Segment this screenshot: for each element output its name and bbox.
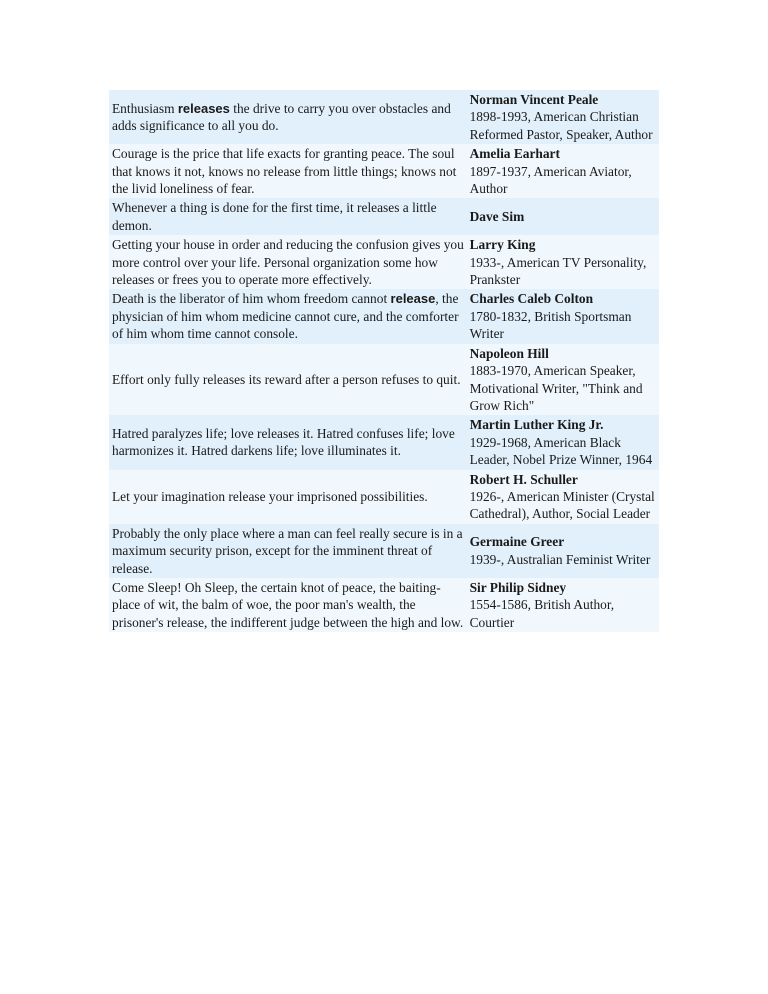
author-info: 1926-, American Minister (Crystal Cathedral), Author, Social Leader <box>469 488 655 522</box>
quote-text: Whenever a thing is done for the first time, it releases a little demon. <box>109 198 467 235</box>
author-name: Charles Caleb Colton <box>469 291 594 307</box>
keyword: releases <box>177 100 230 116</box>
author-name: Robert H. Schuller <box>469 471 578 487</box>
quote-row <box>109 235 659 289</box>
author-info: 1897-1937, American Aviator, Author <box>469 163 632 197</box>
quote-text: Courage is the price that life exacts for granting peace. The soul that knows it not, knows no release from little things; knows not the livid loneliness of fear. <box>109 144 467 198</box>
author-name: Dave Sim <box>469 209 525 225</box>
author-info: 1554-1586, British Author, Courtier <box>469 597 615 630</box>
quote-row <box>109 524 659 578</box>
author-info: 1883-1970, American Speaker, Motivational Writer, "Think and Grow Rich" <box>469 363 643 413</box>
author-cell <box>467 344 659 416</box>
quote-text: Effort only fully releases its reward after a person refuses to quit. <box>109 344 467 416</box>
author-cell <box>467 90 659 144</box>
author-cell <box>467 289 659 343</box>
author-info: 1929-1968, American Black Leader, Nobel Prize Winner, 1964 <box>469 434 653 468</box>
quote-row <box>109 90 659 144</box>
quote-row <box>109 144 659 198</box>
quote-text: Hatred paralyzes life; love releases it. Hatred confuses life; love harmonizes it. Hatred darkens life; love illuminates it. <box>109 415 467 469</box>
quote-text: Let your imagination release your imprisoned possibilities. <box>109 470 467 524</box>
keyword: release <box>390 291 436 307</box>
author-info: 1780-1832, British Sportsman Writer <box>469 308 632 342</box>
quote-text: Enthusiasm releases the drive to carry you over obstacles and adds significance to all you do. <box>109 90 467 144</box>
quotes-table <box>109 90 659 632</box>
author-name: Norman Vincent Peale <box>469 92 599 107</box>
author-name: Germaine Greer <box>469 534 565 550</box>
quote-text: Death is the liberator of him whom freedom cannot release, the physician of him whom medicine cannot cure, and the comforter of him whom time cannot console. <box>109 289 467 343</box>
author-info: 1933-, American TV Personality, Prankster <box>469 254 647 288</box>
author-cell <box>467 198 659 235</box>
quote-text: Come Sleep! Oh Sleep, the certain knot of peace, the baiting-place of wit, the balm of woe, the poor man's wealth, the prisoner's release, the indifferent judge between the high and low. <box>109 578 467 632</box>
quote-text: Getting your house in order and reducing the confusion gives you more control over your life. Personal organization some how releases or frees you to operate more effectively. <box>109 235 467 289</box>
quote-row <box>109 578 659 632</box>
author-cell <box>467 470 659 524</box>
author-cell <box>467 144 659 198</box>
author-cell <box>467 524 659 578</box>
quote-row <box>109 344 659 416</box>
quote-row <box>109 415 659 469</box>
author-info: 1939-, Australian Feminist Writer <box>469 551 651 567</box>
quote-row <box>109 470 659 524</box>
author-name: Amelia Earhart <box>469 146 560 162</box>
author-cell <box>467 578 659 632</box>
author-cell <box>467 235 659 289</box>
quote-row <box>109 289 659 343</box>
author-name: Sir Philip Sidney <box>469 579 567 595</box>
author-cell <box>467 415 659 469</box>
author-info: 1898-1993, American Christian Reformed Pastor, Speaker, Author <box>469 109 653 142</box>
author-name: Napoleon Hill <box>469 345 549 361</box>
quote-row <box>109 198 659 235</box>
author-name: Larry King <box>469 237 536 253</box>
author-name: Martin Luther King Jr. <box>469 417 604 433</box>
quote-text: Probably the only place where a man can feel really secure is in a maximum security prison, except for the imminent threat of release. <box>109 524 467 578</box>
